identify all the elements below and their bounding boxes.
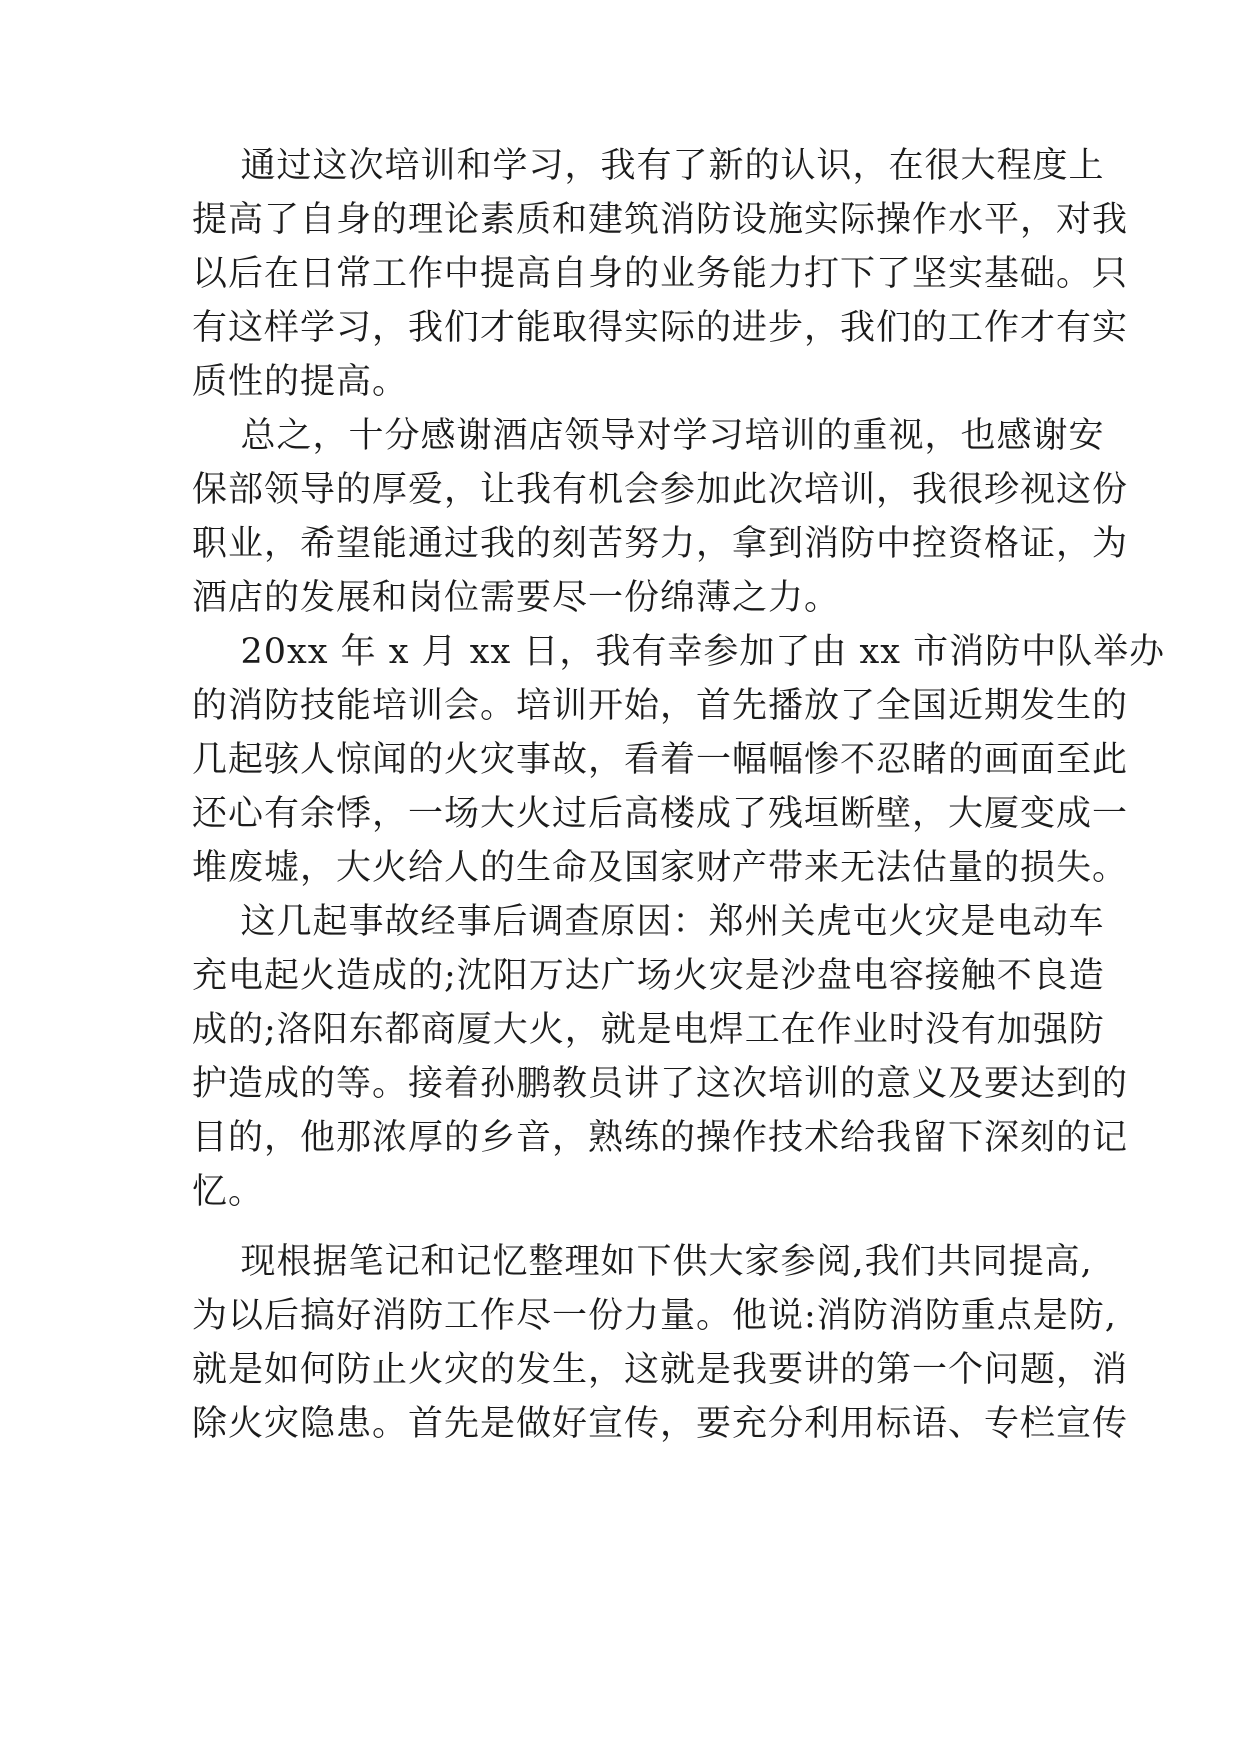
text-line: 总之，十分感谢酒店领导对学习培训的重视，也感谢安 bbox=[192, 416, 1105, 456]
text-line: 护造成的等。接着孙鹏教员讲了这次培训的意义及要达到的 bbox=[192, 1064, 1129, 1104]
text-line: 忆。 bbox=[192, 1172, 265, 1212]
text-line: 酒店的发展和岗位需要尽一份绵薄之力。 bbox=[192, 578, 841, 618]
text-line: 通过这次培训和学习，我有了新的认识，在很大程度上 bbox=[192, 146, 1105, 186]
text-line: 为以后搞好消防工作尽一份力量。他说:消防消防重点是防, bbox=[192, 1296, 1117, 1336]
text-line: 有这样学习，我们才能取得实际的进步，我们的工作才有实 bbox=[192, 308, 1129, 348]
text-line: 提高了自身的理论素质和建筑消防设施实际操作水平，对我 bbox=[192, 200, 1129, 240]
text-line: 充电起火造成的;沈阳万达广场火灾是沙盘电容接触不良造 bbox=[192, 956, 1105, 996]
text-line: 20xx 年 x 月 xx 日，我有幸参加了由 xx 市消防中队举办 bbox=[192, 632, 1166, 672]
text-line: 几起骇人惊闻的火灾事故，看着一幅幅惨不忍睹的画面至此 bbox=[192, 740, 1129, 780]
text-line: 成的;洛阳东都商厦大火，就是电焊工在作业时没有加强防 bbox=[192, 1010, 1105, 1050]
text-line: 质性的提高。 bbox=[192, 362, 409, 402]
text-line: 堆废墟，大火给人的生命及国家财产带来无法估量的损失。 bbox=[192, 848, 1129, 888]
text-line: 除火灾隐患。首先是做好宣传，要充分利用标语、专栏宣传 bbox=[192, 1404, 1129, 1444]
text-line: 就是如何防止火灾的发生，这就是我要讲的第一个问题，消 bbox=[192, 1350, 1129, 1390]
text-line: 的消防技能培训会。培训开始，首先播放了全国近期发生的 bbox=[192, 686, 1129, 726]
text-line: 目的，他那浓厚的乡音，熟练的操作技术给我留下深刻的记 bbox=[192, 1118, 1129, 1158]
text-line: 现根据笔记和记忆整理如下供大家参阅,我们共同提高, bbox=[192, 1242, 1093, 1282]
text-line: 职业，希望能通过我的刻苦努力，拿到消防中控资格证，为 bbox=[192, 524, 1129, 564]
text-line: 还心有余悸，一场大火过后高楼成了残垣断壁，大厦变成一 bbox=[192, 794, 1129, 834]
text-line: 以后在日常工作中提高自身的业务能力打下了坚实基础。只 bbox=[192, 254, 1129, 294]
text-line: 保部领导的厚爱，让我有机会参加此次培训，我很珍视这份 bbox=[192, 470, 1129, 510]
text-line: 这几起事故经事后调查原因：郑州关虎屯火灾是电动车 bbox=[192, 902, 1105, 942]
